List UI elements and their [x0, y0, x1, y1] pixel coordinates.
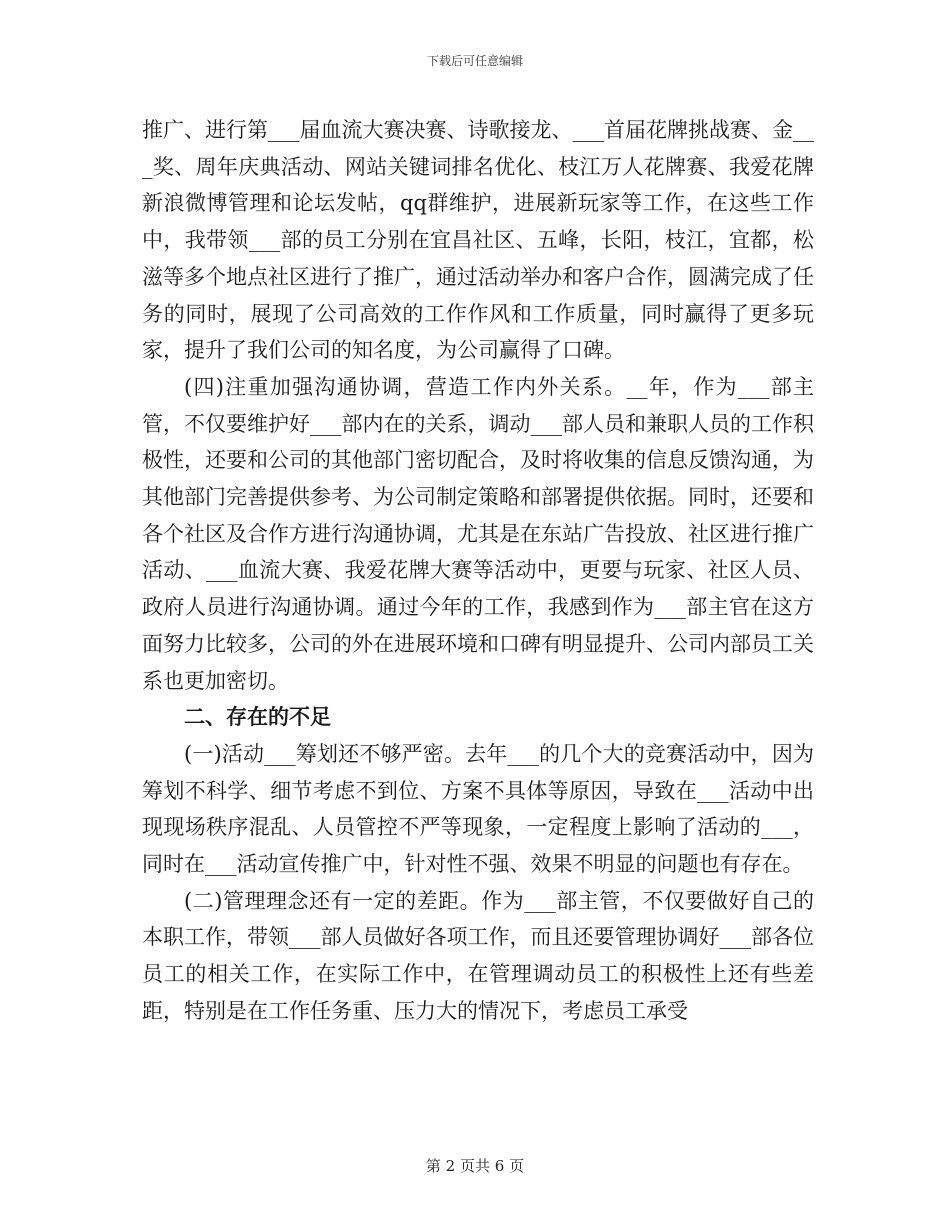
body-paragraph-4: (二)管理理念还有一定的差距。作为___部主管，不仅要做好自己的本职工作，带领___部人员做好各项工作，而且还要管理协调好___部各位员工的相关工作，在实际工作中，在管理调动员工的积极性上还有些差距，特别是在工作任务重、压力大的情况下，考虑员工承受 — [142, 888, 814, 1023]
page-header: 下载后可任意编辑 — [426, 54, 523, 68]
body-paragraph-2: (四)注重加强沟通协调，营造工作内外关系。__年，作为___部主管，不仅要维护好___部内在的关系，调动___部人员和兼职人员的工作积极性，还要和公司的其他部门密切配合，及时将收集的信息反馈沟通，为其他部门完善提供参考、为公司制定策略和部署提供依据。同时，还要和各个社区及合作方进行沟通协调，尤其是在东站广告投放、社区进行推广活动、___血流大赛、我爱花牌大赛等活动中，更要与玩家、社区人员、政府人员进行沟通协调。通过今年的工作，我感到作为___部主官在这方面努力比较多，公司的外在进展环境和口碑有明显提升、公司内部员工关系也更加密切。 — [142, 374, 814, 693]
body-paragraph-3: (一)活动___筹划还不够严密。去年___的几个大的竞赛活动中，因为筹划不科学、细节考虑不到位、方案不具体等原因，导致在___活动中出现现场秩序混乱、人员管控不严等现象，一定程度上影响了活动的___，同时在___活动宣传推广中，针对性不强、效果不明显的问题也有存在。 — [142, 741, 814, 877]
body-paragraph-1: 推广、进行第___届血流大赛决赛、诗歌接龙、___首届花牌挑战赛、金___奖、周年庆典活动、网站关键词排名优化、枝江万人花牌赛、我爱花牌新浪微博管理和论坛发帖，qq群维护，进展新玩家等工作，在这些工作中，我带领___部的员工分别在宜昌社区、五峰，长阳，枝江，宜都，松滋等多个地点社区进行了推广，通过活动举办和客户合作，圆满完成了任务的同时，展现了公司高效的工作作风和工作质量，同时赢得了更多玩家，提升了我们公司的知名度，为公司赢得了口碑。 — [142, 118, 814, 363]
section-heading: 二、存在的不足 — [184, 704, 331, 730]
page-footer: 第 2 页共 6 页 — [425, 1157, 525, 1175]
document-body — [142, 112, 814, 1030]
